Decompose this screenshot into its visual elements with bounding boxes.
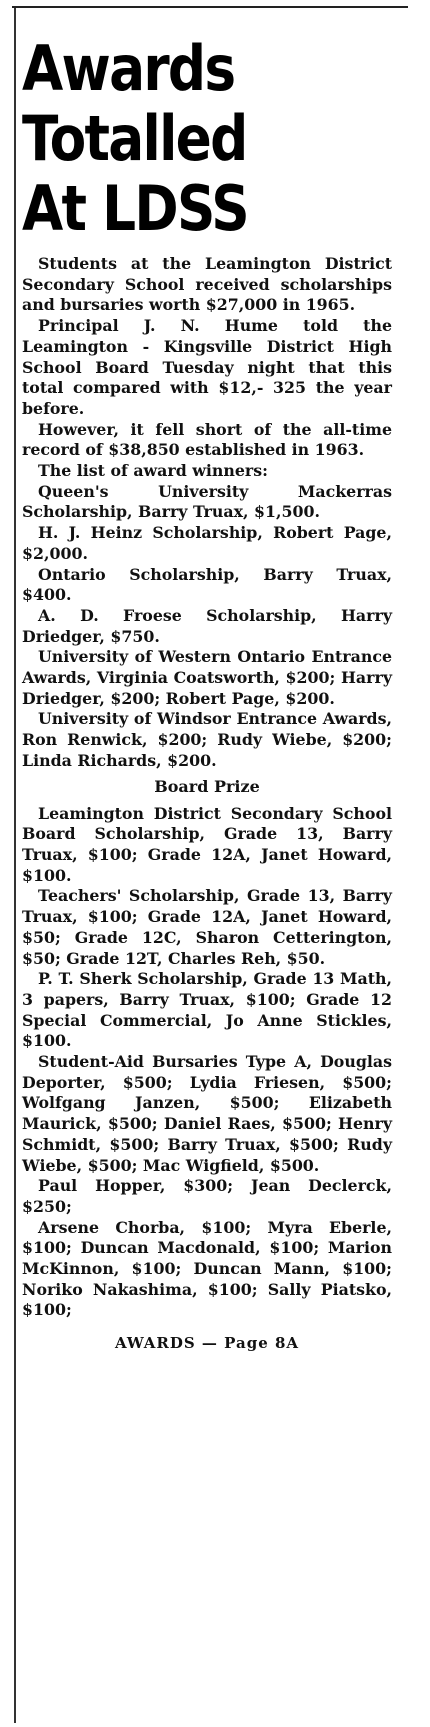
paragraph: University of Western Ontario Entrance Awards, Virginia Coatsworth, $200; Harry Driedger, $200; Robert Page, $200. <box>22 647 392 708</box>
headline <box>22 34 340 244</box>
paragraph: Leamington District Secondary School Board Scholarship, Grade 13, Barry Truax, $100; Grade 12A, Janet Howard, $100. <box>22 803 392 885</box>
news-article <box>22 34 392 1354</box>
left-column-rule <box>14 8 16 1723</box>
paragraph: Queen's University Mackerras Scholarship, Barry Truax, $1,500. <box>22 481 392 522</box>
paragraph: Paul Hopper, $300; Jean Declerck, $250; <box>22 1176 392 1216</box>
paragraph: Ontario Scholarship, Barry Truax, $400. <box>22 564 392 605</box>
paragraph: The list of award winners: <box>38 461 268 481</box>
continuation-reference: AWARDS — Page 8A <box>114 1334 300 1353</box>
article-body <box>22 254 392 1354</box>
paragraph: However, it fell short of the all-time record of $38,850 established in 1963. <box>22 419 392 460</box>
headline-line: Awards <box>22 32 235 105</box>
paragraph: Teachers' Scholarship, Grade 13, Barry Truax, $100; Grade 12A, Janet Howard, $50; Grade 12C, Sharon Cetterington, $50; Grade 12T, Charles Reh, $50. <box>22 886 392 968</box>
paragraph: H. J. Heinz Scholarship, Robert Page, $2,000. <box>22 523 392 563</box>
headline-line: Totalled <box>22 102 247 175</box>
paragraph: Arsene Chorba, $100; Myra Eberle, $100; Duncan Macdonald, $100; Marion McKinnon, $100; Duncan Mann, $100; Noriko Nakashima, $100; Sally Piatsko, $100; <box>22 1217 392 1320</box>
paragraph: P. T. Sherk Scholarship, Grade 13 Math, 3 papers, Barry Truax, $100; Grade 12 Special Commercial, Jo Anne Stickles, $100. <box>22 969 392 1051</box>
paragraph: University of Windsor Entrance Awards, Ron Renwick, $200; Rudy Wiebe, $200; Linda Richards, $200. <box>22 709 392 770</box>
paragraph: Students at the Leamington District Secondary School received scholarships and bursaries worth $27,000 in 1965. <box>22 254 392 315</box>
paragraph: A. D. Froese Scholarship, Harry Driedger, $750. <box>22 605 392 646</box>
paragraph: Principal J. N. Hume told the Leamington - Kingsville District High School Board Tuesday night that this total compared with $12,- 325 the year before. <box>22 316 392 418</box>
top-column-rule <box>12 6 408 8</box>
headline-line: At LDSS <box>22 172 248 245</box>
section-subhead: Board Prize <box>154 776 260 796</box>
paragraph: Student-Aid Bursaries Type A, Douglas Deporter, $500; Lydia Friesen, $500; Wolfgang Janzen, $500; Elizabeth Maurick, $500; Daniel Raes, $500; Henry Schmidt, $500; Barry Truax, $500; Rudy Wiebe, $500; Mac Wigfield, $500. <box>22 1052 392 1175</box>
